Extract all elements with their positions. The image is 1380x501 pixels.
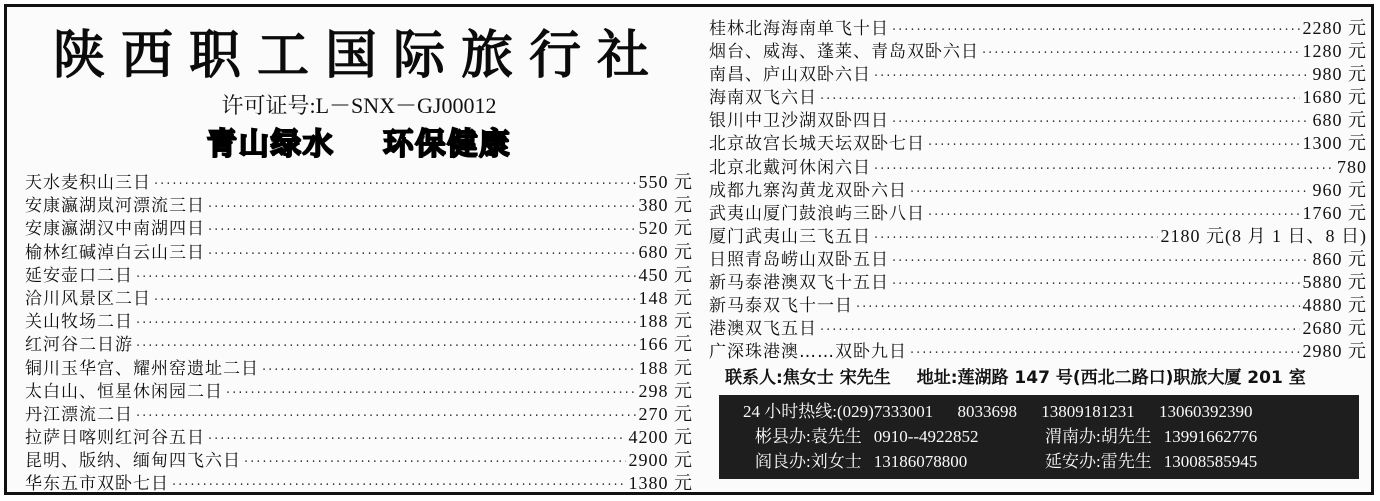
route-price: 2180 元(8 月 1 日、8 日) <box>1160 225 1367 246</box>
route-price: 4880 元 <box>1302 295 1367 316</box>
route-name: 新马泰港澳双飞十五日 <box>709 273 889 294</box>
route-name: 武夷山厦门鼓浪屿三卧八日 <box>709 203 925 224</box>
route-row <box>709 109 1367 132</box>
route-name: 洽川风景区二日 <box>25 288 151 309</box>
hotline-number: 8033698 <box>957 402 1018 422</box>
route-row <box>25 287 693 310</box>
route-row <box>709 294 1367 317</box>
leader-dots <box>208 243 636 266</box>
route-price: 380 元 <box>638 195 693 216</box>
travel-advertisement <box>4 4 1374 495</box>
route-name: 北京北戴河休闲六日 <box>709 157 871 178</box>
route-price: 2280 元 <box>1302 18 1367 38</box>
contact-people: 联系人:焦女士 宋先生 <box>725 368 891 389</box>
route-name: 安康瀛湖汉中南湖四日 <box>25 219 205 240</box>
route-price: 960 元 <box>1312 179 1367 200</box>
leader-dots <box>892 19 1300 42</box>
route-price: 270 元 <box>638 403 693 424</box>
leader-dots <box>928 204 1300 227</box>
route-row <box>709 40 1367 63</box>
route-name: 港澳双飞五日 <box>709 319 817 340</box>
leader-dots <box>226 382 636 405</box>
route-row <box>709 179 1367 202</box>
leader-dots <box>892 250 1310 273</box>
route-name: 成都九寨沟黄龙双卧六日 <box>709 180 907 201</box>
hotline-number: 13809181231 <box>1041 402 1135 422</box>
route-name: 华东五市双卧七日 <box>25 474 169 495</box>
slogan <box>25 125 693 165</box>
office-label: 阎良办:刘女士 <box>755 452 862 472</box>
route-price: 2900 元 <box>628 450 693 471</box>
leader-dots <box>982 42 1300 65</box>
office-line <box>719 424 1359 449</box>
hotline-label: 24 小时热线:(029)7333001 <box>743 402 934 422</box>
route-price: 860 元 <box>1312 248 1367 269</box>
contact-address: 地址:莲湖路 147 号(西北二路口)职旅大厦 201 室 <box>916 368 1306 389</box>
route-price: 298 元 <box>638 380 693 401</box>
leader-dots <box>910 181 1310 204</box>
route-row <box>25 264 693 287</box>
leader-dots <box>136 266 636 289</box>
route-row <box>709 202 1367 225</box>
route-name: 丹江漂流二日 <box>25 404 133 425</box>
leader-dots <box>856 296 1300 319</box>
leader-dots <box>874 158 1334 181</box>
license-number: 许可证号:L－SNX－GJ00012 <box>221 93 497 118</box>
office-phone: 13186078800 <box>873 452 968 472</box>
route-name: 新马泰双飞十一日 <box>709 296 853 317</box>
route-name: 关山牧场二日 <box>25 312 133 333</box>
route-name: 榆林红碱淖白云山三日 <box>25 242 205 263</box>
route-name: 厦门武夷山三飞五日 <box>709 226 871 247</box>
route-row <box>709 271 1367 294</box>
route-row <box>25 380 693 403</box>
office-label: 彬县办:袁先生 <box>755 427 862 447</box>
leader-dots <box>136 312 636 335</box>
leader-dots <box>136 335 636 358</box>
leader-dots <box>262 359 636 382</box>
route-row <box>25 333 693 356</box>
office-label: 延安办:雷先生 <box>1045 452 1152 472</box>
route-price: 680 元 <box>638 241 693 262</box>
route-name: 海南双飞六日 <box>709 88 817 109</box>
leader-dots <box>928 134 1300 157</box>
office-label: 渭南办:胡先生 <box>1045 427 1152 447</box>
leader-dots <box>172 474 626 497</box>
route-price: 148 元 <box>638 287 693 308</box>
office-phone: 0910--4922852 <box>873 427 979 447</box>
route-name: 延安壶口二日 <box>25 265 133 286</box>
route-price: 1300 元 <box>1302 133 1367 154</box>
route-row <box>25 171 693 194</box>
route-price: 780 <box>1337 156 1367 177</box>
route-row <box>709 317 1367 340</box>
route-price: 2680 元 <box>1302 318 1367 339</box>
route-row <box>25 472 693 495</box>
route-price: 166 元 <box>638 334 693 355</box>
leader-dots <box>892 111 1310 134</box>
hotline-line <box>719 399 1359 424</box>
route-price: 550 元 <box>638 172 693 192</box>
route-row <box>709 225 1367 248</box>
route-name: 南昌、庐山双卧六日 <box>709 65 871 86</box>
route-name: 银川中卫沙湖双卧四日 <box>709 111 889 132</box>
leader-dots <box>154 173 636 196</box>
route-price: 680 元 <box>1312 110 1367 131</box>
route-name: 安康瀛湖岚河漂流三日 <box>25 196 205 217</box>
route-name: 北京故宫长城天坛双卧七日 <box>709 134 925 155</box>
route-price: 1280 元 <box>1302 41 1367 62</box>
route-row <box>709 86 1367 109</box>
leader-dots <box>820 319 1300 342</box>
route-price: 188 元 <box>638 357 693 378</box>
agency-title: 陕西职工国际旅行社 <box>52 25 665 86</box>
office-line <box>719 449 1359 474</box>
route-row <box>25 403 693 426</box>
route-name: 铜川玉华宫、耀州窑遗址二日 <box>25 358 259 379</box>
route-row <box>709 132 1367 155</box>
leader-dots <box>910 342 1300 365</box>
right-column <box>709 11 1367 479</box>
leader-dots <box>820 88 1300 111</box>
route-price: 1680 元 <box>1302 87 1367 108</box>
route-name: 红河谷二日游 <box>25 335 133 356</box>
route-name: 烟台、威海、蓬莱、青岛双卧六日 <box>709 42 979 63</box>
leader-dots <box>874 227 1158 250</box>
route-name: 桂林北海海南单飞十日 <box>709 19 889 39</box>
left-column <box>25 13 693 496</box>
route-name: 昆明、版纳、缅甸四飞六日 <box>25 451 241 472</box>
route-name: 拉萨日喀则红河谷五日 <box>25 428 205 449</box>
office-phone: 13008585945 <box>1163 452 1258 472</box>
route-price: 5880 元 <box>1302 272 1367 293</box>
route-row <box>25 217 693 240</box>
route-row <box>709 17 1367 40</box>
route-price: 1760 元 <box>1302 202 1367 223</box>
right-route-list <box>709 17 1367 363</box>
hotline-box <box>719 395 1359 479</box>
hotline-number: 13060392390 <box>1159 402 1253 422</box>
left-route-list <box>25 171 693 496</box>
slogan-part-1: 青山绿水 <box>206 127 335 162</box>
leader-dots <box>208 196 636 219</box>
route-price: 980 元 <box>1312 64 1367 85</box>
leader-dots <box>208 428 626 451</box>
route-price: 4200 元 <box>628 427 693 448</box>
route-name: 天水麦积山三日 <box>25 173 151 193</box>
leader-dots <box>892 273 1300 296</box>
route-price: 450 元 <box>638 264 693 285</box>
route-price: 188 元 <box>638 311 693 332</box>
route-row <box>25 241 693 264</box>
route-name: 太白山、恒星休闲园二日 <box>25 381 223 402</box>
route-name: 日照青岛崂山双卧五日 <box>709 249 889 270</box>
route-row <box>709 156 1367 179</box>
route-row <box>25 357 693 380</box>
leader-dots <box>154 289 636 312</box>
route-price: 520 元 <box>638 218 693 239</box>
leader-dots <box>874 65 1310 88</box>
route-name: 广深珠港澳……双卧九日 <box>709 342 907 363</box>
leader-dots <box>136 405 636 428</box>
route-row <box>709 63 1367 86</box>
route-price: 2980 元 <box>1302 341 1367 362</box>
leader-dots <box>244 451 626 474</box>
route-row <box>25 449 693 472</box>
route-row <box>709 248 1367 271</box>
route-row <box>25 426 693 449</box>
route-row <box>709 340 1367 363</box>
slogan-part-2: 环保健康 <box>383 127 512 162</box>
route-price: 1380 元 <box>628 473 693 494</box>
route-row <box>25 310 693 333</box>
contact-line <box>709 365 1367 391</box>
leader-dots <box>208 219 636 242</box>
office-phone: 13991662776 <box>1163 427 1258 447</box>
route-row <box>25 194 693 217</box>
